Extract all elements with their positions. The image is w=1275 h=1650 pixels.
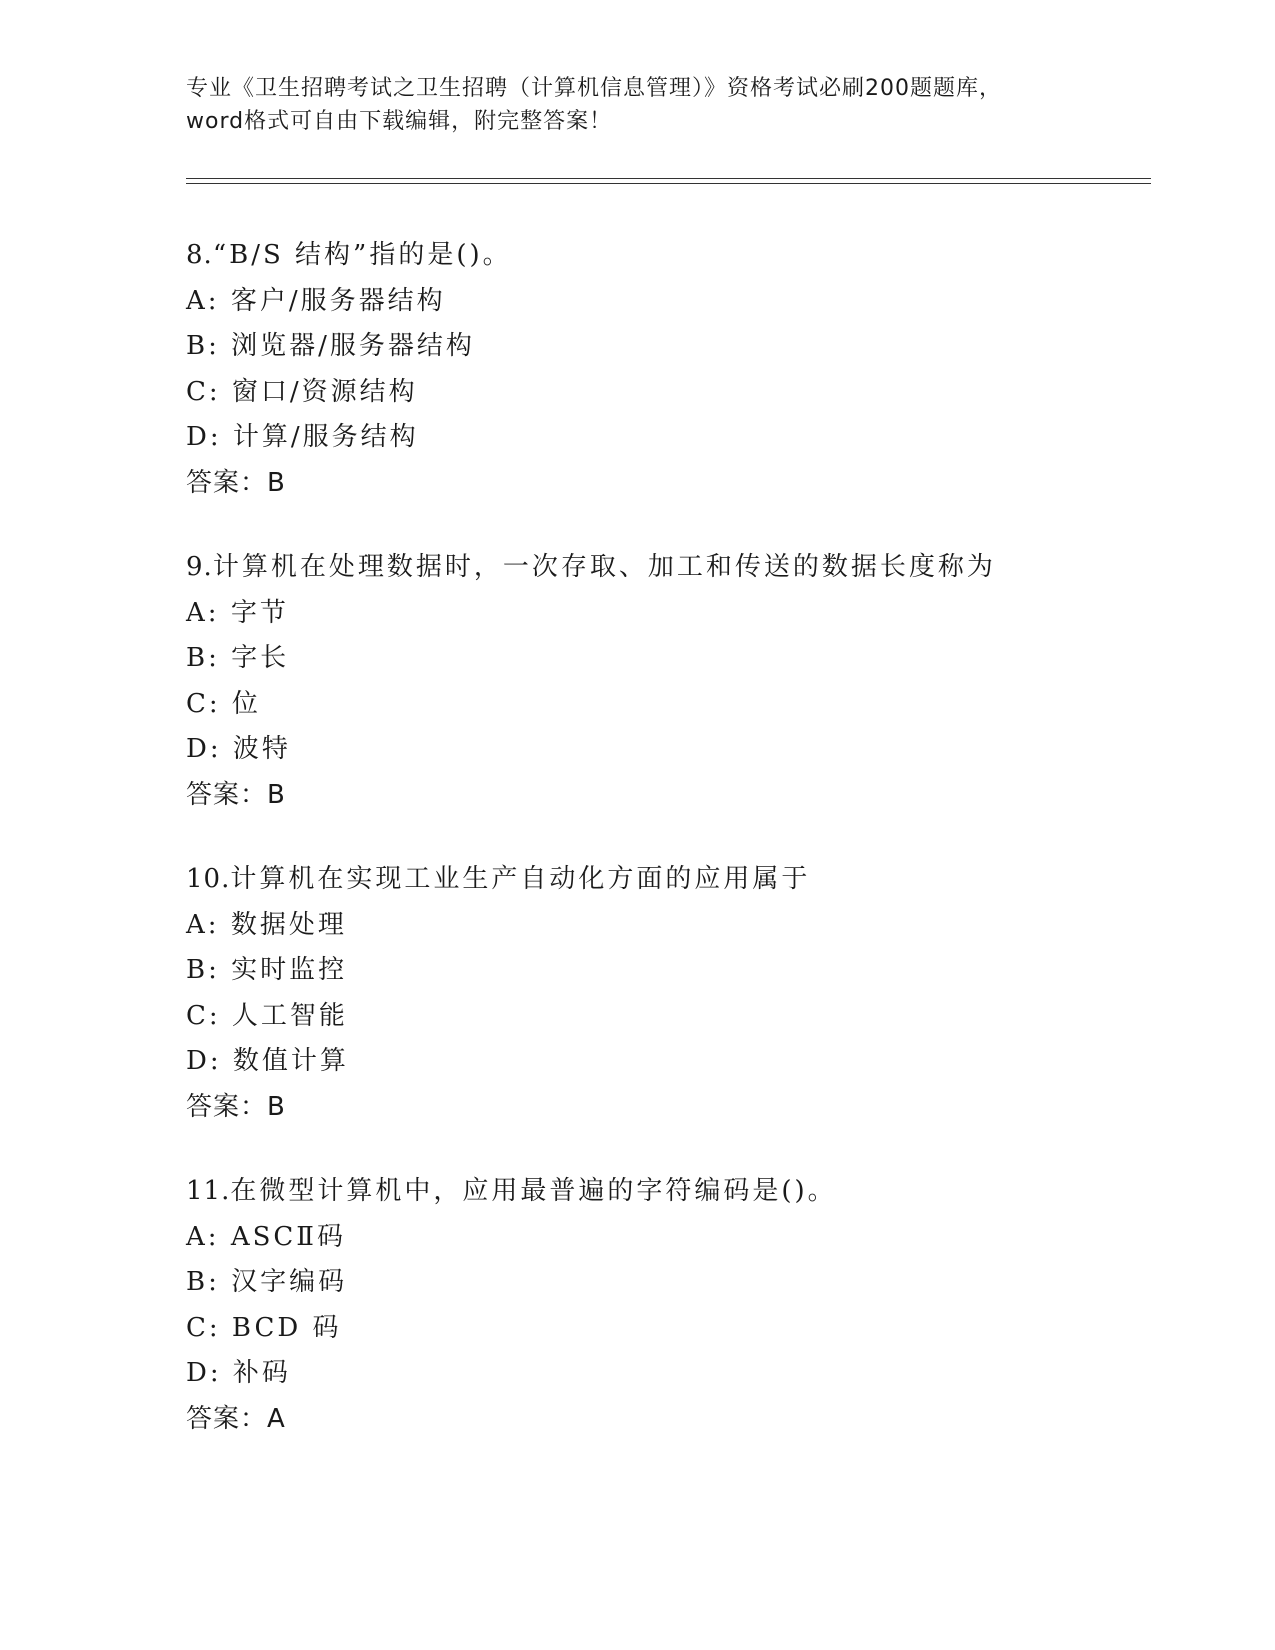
option-letter: D: xyxy=(186,422,222,452)
option-line xyxy=(186,324,1151,370)
option-text: 窗口/资源结构 xyxy=(231,376,418,407)
answer-label: 答案： xyxy=(186,1403,268,1434)
answer-value: A xyxy=(267,1403,286,1434)
answer-line xyxy=(186,461,1151,507)
question-text: “B/S 结构”指的是()。 xyxy=(212,240,512,270)
header-rule-bottom xyxy=(186,183,1151,184)
option-line xyxy=(186,279,1151,325)
answer-value: B xyxy=(267,1091,286,1122)
answer-value: B xyxy=(267,467,286,498)
header-rule-top xyxy=(186,178,1151,179)
question-block xyxy=(186,857,1151,1130)
question-number: 9. xyxy=(186,552,213,582)
option-letter: A: xyxy=(186,285,220,316)
option-letter: B: xyxy=(186,331,220,361)
question-stem xyxy=(186,545,1151,591)
question-number: 10. xyxy=(186,864,231,894)
question-block xyxy=(186,545,1151,818)
option-text: 人工智能 xyxy=(231,1000,348,1031)
answer-label: 答案： xyxy=(186,779,268,810)
option-letter: A: xyxy=(186,1221,220,1252)
option-line xyxy=(186,1306,1151,1352)
option-letter: D: xyxy=(186,1358,222,1388)
option-letter: A: xyxy=(186,597,220,628)
option-text: 波特 xyxy=(232,734,291,764)
option-text: 补码 xyxy=(232,1358,291,1388)
option-letter: B: xyxy=(186,643,220,673)
answer-line xyxy=(186,773,1151,819)
question-number: 8. xyxy=(186,240,213,270)
option-text: 客户/服务器结构 xyxy=(230,285,446,316)
option-letter: A: xyxy=(186,909,220,940)
option-letter: C: xyxy=(186,688,221,719)
header-line-1: 专业《卫生招聘考试之卫生招聘（计算机信息管理）》资格考试必刷200题题库， xyxy=(186,76,1002,101)
option-letter: B: xyxy=(186,955,220,985)
option-text: 浏览器/服务器结构 xyxy=(231,331,475,361)
option-text: ASCⅡ码 xyxy=(230,1221,346,1252)
question-text: 计算机在实现工业生产自动化方面的应用属于 xyxy=(230,864,811,894)
option-line xyxy=(186,415,1151,461)
question-block xyxy=(186,233,1151,506)
option-line xyxy=(186,727,1151,773)
option-letter: B: xyxy=(186,1267,220,1297)
answer-label: 答案： xyxy=(186,467,268,498)
question-list xyxy=(186,233,1151,1481)
option-letter: D: xyxy=(186,1046,222,1076)
option-text: 数据处理 xyxy=(230,909,347,940)
option-text: BCD 码 xyxy=(231,1312,342,1343)
option-line xyxy=(186,948,1151,994)
option-line xyxy=(186,994,1151,1040)
option-text: 字长 xyxy=(231,643,290,673)
option-text: 数值计算 xyxy=(232,1046,349,1076)
document-header xyxy=(186,72,1086,138)
question-stem xyxy=(186,857,1151,903)
option-line xyxy=(186,1039,1151,1085)
question-stem xyxy=(186,1169,1151,1215)
option-letter: C: xyxy=(186,1000,221,1031)
option-line xyxy=(186,591,1151,637)
answer-line xyxy=(186,1085,1151,1131)
question-number: 11. xyxy=(186,1176,231,1206)
option-letter: C: xyxy=(186,1312,221,1343)
option-text: 计算/服务结构 xyxy=(232,422,419,452)
option-text: 位 xyxy=(231,688,261,719)
option-line xyxy=(186,903,1151,949)
option-line xyxy=(186,636,1151,682)
option-text: 实时监控 xyxy=(231,955,348,985)
option-letter: D: xyxy=(186,734,222,764)
option-line xyxy=(186,370,1151,416)
document-page xyxy=(186,0,1151,1650)
header-line-2: word格式可自由下载编辑，附完整答案！ xyxy=(186,109,613,134)
question-text: 计算机在处理数据时，一次存取、加工和传送的数据长度称为 xyxy=(212,552,996,582)
question-stem xyxy=(186,233,1151,279)
answer-line xyxy=(186,1397,1151,1443)
option-text: 字节 xyxy=(230,597,289,628)
answer-label: 答案： xyxy=(186,1091,268,1122)
answer-value: B xyxy=(267,779,286,810)
question-block xyxy=(186,1169,1151,1442)
option-line xyxy=(186,1351,1151,1397)
option-line xyxy=(186,682,1151,728)
option-text: 汉字编码 xyxy=(231,1267,348,1297)
question-text: 在微型计算机中，应用最普遍的字符编码是()。 xyxy=(230,1176,837,1206)
option-line xyxy=(186,1215,1151,1261)
option-line xyxy=(186,1260,1151,1306)
option-letter: C: xyxy=(186,376,221,407)
